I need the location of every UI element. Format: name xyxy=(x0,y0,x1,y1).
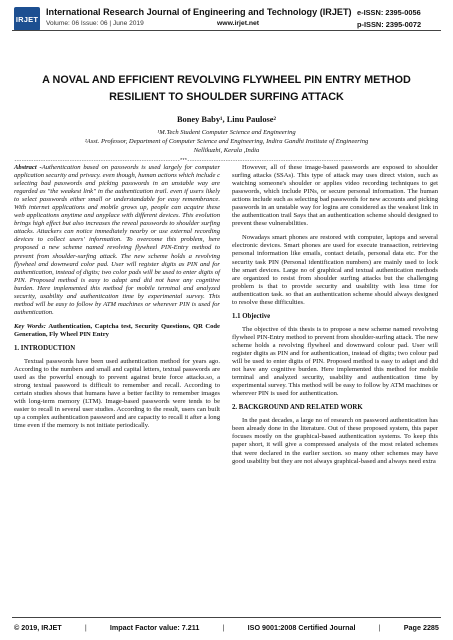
introduction-paragraph: Textual passwords have been used authentication method for years ago. According to the numbers and small and capital letters, textual passwords are used as the powerful enough to prevent against brute force attacks.so, a strong textual password is difficult to remember and recall. According to certain studies shows that humans have a better facility to remember images with long-term memory (LTM). Image-based passwords were tends to be easier to recall in several user studies. According to the result, users can built up a complex authentication password and are capacity to recall it after a long time even if the memory is not initiate periodically. xyxy=(14,358,220,430)
affiliation-3: Nellikuzhi, Kerala ,India xyxy=(193,147,260,154)
paper-title-line-2: RESILIENT TO SHOULDER SURFING ATTACK xyxy=(109,91,344,103)
right-column xyxy=(232,164,438,472)
irjet-logo xyxy=(14,7,40,31)
footer-divider: | xyxy=(378,623,381,632)
footer-page-number: Page 2285 xyxy=(403,623,439,632)
keywords-label: Key Words: xyxy=(14,322,46,330)
objective-paragraph: The objective of this thesis is to propose a new scheme named revolving flywheel PIN-Entry method to prevent from shoulder-surfing attack. The new scheme holds a revolving flywheel and downward colour pad. User will register digits as PIN and for authentication, instead of digits; two colour pad will be used to enter digits of PIN. Proposed method is easy to adapt and did not have any cognitive burden. Here implemented this method for mobile terminal and analyzed security, usability and authentication time by experimental survey. This method will be easy to follow by ATM machines or wherever PIN is used for authentication. xyxy=(232,325,438,398)
abstract xyxy=(14,164,220,317)
journal-website-link[interactable]: www.irjet.net xyxy=(217,20,260,27)
section-separator: ---------------------------------------------------------------------***--------------------------------------------------------------------- xyxy=(14,158,353,164)
footer-divider: | xyxy=(84,623,87,632)
paper-title-line-1: A NOVAL AND EFFICIENT REVOLVING FLYWHEEL PIN ENTRY METHOD xyxy=(42,74,411,86)
affiliation-2: ²Asst. Professor, Department of Computer Science and Engineering, Indira Gandhi Institute of Engineering xyxy=(84,138,369,145)
abstract-label: Abstract - xyxy=(14,164,42,171)
section-heading-objective: 1.1 Objective xyxy=(232,312,271,320)
eissn: e-ISSN: 2395-0056 xyxy=(357,7,421,17)
footer-copyright: © 2019, IRJET xyxy=(14,623,62,632)
keywords-text: Authentication, Captcha test, Security Questions, QR Code Generation, Fly Wheel PIN Entry xyxy=(14,322,220,338)
affiliation-1: ¹M.Tech Student Computer Science and Engineering xyxy=(157,129,296,136)
header-rule xyxy=(12,30,441,31)
volume-line: Volume: 06 Issue: 06 | June 2019 xyxy=(46,20,144,27)
logo-text: IRJET xyxy=(15,14,39,24)
abstract-text: Authentication based on passwords is used largely for computer application security and privacy. even though, human actions which include c selecting bad passwords and picking passwords in an unstable way are regarded as "the weakest link" in the authentication trail. even if users likely to select passwords either small or understandable for easy remembrance. With internet applications and mobile grows up, people can acquire these web applications anytime and anyplace with different devices. This evolution brings high effect but also increases the reveal passwords to shoulder surfing attacks. Attackers can notice immediately nearby or use external recording devices to collect users' information. To overcome this problem, here proposed a new scheme named revolving flywheel PIN-Entry method to prevent from shoulder-surfing attack. The new scheme holds a revolving flywheel and downward color pad. User will register digits as PIN and for authentication, instead of digits; two color pads will be used to enter digits of PIN. Proposed method is easy to adapt and did not have any cognitive burden. Here implemented this method for mobile terminal and analyzed security, usability and authentication time by experimental survey. This method will be easy to follow by ATM machines or wherever PIN is used for authentication. xyxy=(14,164,221,316)
smartphone-paragraph: Nowadays smart phones are restored with computer, laptops and several electronic devices. Smart phones are used for execute transaction, retrieving personal information like emails, contact details, personal data etc. For the security task PIN (Personal identification numbers) are mainly used to lock the smart devices. Large no of graphical and textual authentication methods are organized to resist from shoulder surfing attacks but the challenging problem is that to provide security and usability with less time for authentication task. so that an authentication scheme should always designed to resolve these difficulties. xyxy=(232,234,438,306)
left-column xyxy=(14,164,220,436)
footer-divider: | xyxy=(222,623,225,632)
footer-rule xyxy=(12,617,441,618)
keywords xyxy=(14,323,220,339)
section-heading-introduction: 1. INTRODUCTION xyxy=(14,344,76,352)
background-paragraph: In the past decades, a large no of research on password authentication has been already done in the literature. Out of these proposed system, this paper focuses mostly on the graphical-based authentication systems. To keep this paper short, it will give a compressed analysis of the most related schemes that were declared in the earlier section. so many other schemes may have good usability but they are not always graphical-based and always need extra xyxy=(232,417,438,465)
page-footer xyxy=(14,623,439,632)
authors: Boney Baby¹, Linu Paulose² xyxy=(176,115,277,124)
section-heading-background: 2. BACKGROUND AND RELATED WORK xyxy=(232,404,363,412)
shoulder-surfing-paragraph: However, all of these image-based passwords are exposed to shoulder surfing attacks (SSAs). This type of attack may uses direct vision, such as watching someone's shoulder or applies video recording techniques to get passwords, which include PINs, or secure personal information. The human actions include such as selecting bad passwords for new accounts and picking passwords in an unstable way for logins are considered as the weakest link in the authentication trail Says that an authentication scheme should designed to prevent these vulnerabilities. xyxy=(232,164,438,228)
journal-name: International Research Journal of Engineering and Technology (IRJET) xyxy=(46,7,352,17)
footer-iso: ISO 9001:2008 Certified Journal xyxy=(247,623,356,632)
footer-impact-factor: Impact Factor value: 7.211 xyxy=(109,623,200,632)
pissn: p-ISSN: 2395-0072 xyxy=(357,20,422,29)
